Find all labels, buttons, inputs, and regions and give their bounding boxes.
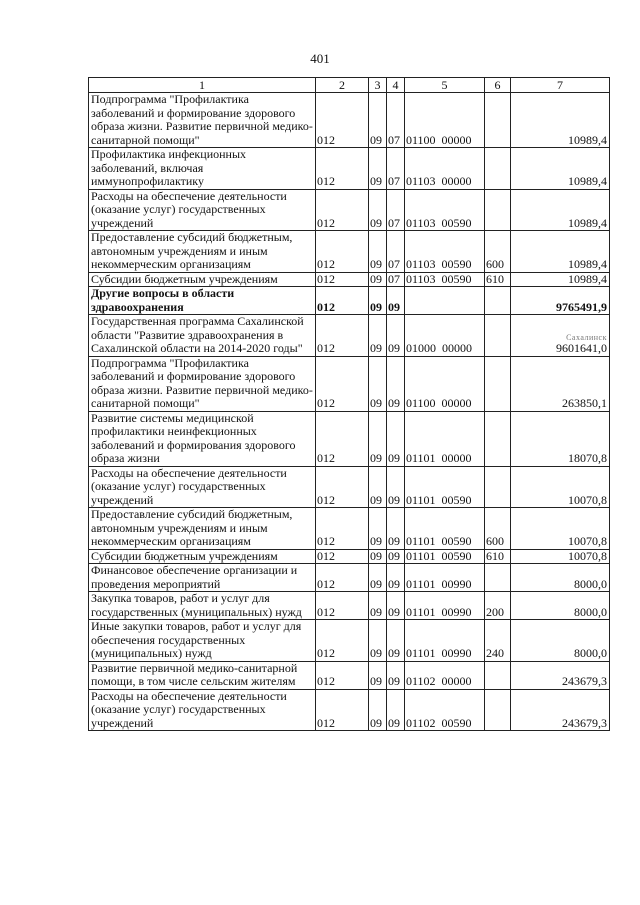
cell-text: 01102 00000: [406, 674, 472, 688]
row-rz-cell: [369, 272, 387, 287]
cell-text: 012: [317, 549, 335, 563]
page-number: 401: [310, 51, 330, 66]
row-gr-cell: [316, 148, 369, 190]
table-row: [89, 231, 610, 273]
col-header-vr: 6: [485, 78, 511, 93]
cell-text: 243679,3: [562, 715, 607, 730]
cell-text: 09: [388, 715, 400, 730]
row-pr-cell: [387, 411, 405, 466]
row-gr-cell: [316, 315, 369, 357]
row-name-cell: [89, 549, 316, 564]
row-pr-cell: [387, 466, 405, 508]
cell-text: 07: [388, 132, 400, 147]
cell-text: 012: [317, 132, 335, 147]
cell-text: 09: [388, 674, 400, 688]
row-name-cell: [89, 231, 316, 273]
cell-text: 10070,8: [568, 534, 607, 548]
row-name-cell: [89, 564, 316, 592]
cell-text: 01103 00590: [406, 215, 472, 230]
header-row: [89, 78, 610, 93]
cell-text: Подпрограмма "Профилактика заболеваний и формирование здорового образа жизни. Развитие первичной медико-санитарной помощи": [91, 92, 313, 147]
cell-text: 01103 00000: [406, 174, 472, 188]
cell-text: Расходы на обеспечение деятельности (оказание услуг) государственных учреждений: [91, 689, 287, 730]
row-vr-cell: [485, 592, 511, 620]
row-csr-cell: [405, 93, 485, 148]
row-rz-cell: [369, 466, 387, 508]
row-csr-cell: [405, 148, 485, 190]
cell-text: 8000,0: [574, 576, 607, 591]
cell-text: 09: [370, 396, 382, 410]
cell-text: Расходы на обеспечение деятельности (оказание услуг) государственных учреждений: [91, 189, 287, 230]
row-amount-cell: [511, 592, 610, 620]
cell-text: 240: [486, 646, 504, 660]
cell-text: 012: [317, 215, 335, 230]
cell-text: 610: [486, 272, 504, 286]
cell-text: 012: [317, 257, 335, 271]
cell-text: 18070,8: [568, 451, 607, 465]
row-vr-cell: [485, 689, 511, 731]
row-vr-cell: [485, 508, 511, 550]
cell-text: 10989,4: [568, 215, 607, 230]
cell-text: 01101 00590: [406, 549, 472, 563]
row-vr-cell: [485, 315, 511, 357]
row-amount-cell: [511, 508, 610, 550]
cell-text: 10070,8: [568, 492, 607, 507]
cell-text: 012: [317, 299, 335, 314]
cell-text: 09: [370, 215, 382, 230]
cell-text: 09: [370, 604, 382, 619]
cell-text: 012: [317, 674, 335, 688]
cell-text: 09: [370, 272, 382, 286]
row-rz-cell: [369, 148, 387, 190]
cell-text: 07: [388, 257, 400, 271]
cell-text: 10989,4: [568, 257, 607, 271]
cell-text: 09: [370, 674, 382, 688]
cell-text: 09: [388, 534, 400, 548]
cell-text: 09: [370, 492, 382, 507]
row-rz-cell: [369, 564, 387, 592]
row-amount-cell: [511, 272, 610, 287]
row-gr-cell: [316, 231, 369, 273]
row-csr-cell: [405, 549, 485, 564]
row-csr-cell: [405, 189, 485, 231]
col-header-gr: 2: [316, 78, 369, 93]
table-row: [89, 315, 610, 357]
row-csr-cell: [405, 411, 485, 466]
cell-text: 09: [370, 646, 382, 660]
row-name-cell: [89, 620, 316, 662]
cell-text: 610: [486, 549, 504, 563]
row-csr-cell: [405, 592, 485, 620]
cell-text: 09: [370, 534, 382, 548]
row-name-cell: [89, 466, 316, 508]
cell-text: 01102 00590: [406, 715, 472, 730]
row-amount-cell: [511, 661, 610, 689]
table-row: [89, 148, 610, 190]
cell-text: 01100 00000: [406, 132, 472, 147]
row-pr-cell: [387, 189, 405, 231]
cell-text: Развитие системы медицинской профилактики неинфекционных заболеваний и формирования здорового образа жизни: [91, 411, 296, 465]
table-row: [89, 689, 610, 731]
cell-text: 09: [370, 299, 382, 314]
col-header-csr: 5: [405, 78, 485, 93]
row-name-cell: [89, 272, 316, 287]
cell-text: 01101 00590: [406, 534, 472, 548]
cell-text: 012: [317, 492, 335, 507]
cell-text: 09: [388, 604, 400, 619]
cell-text: 10989,4: [568, 132, 607, 147]
row-csr-cell: [405, 315, 485, 357]
row-csr-cell: [405, 231, 485, 273]
table-row: [89, 549, 610, 564]
row-gr-cell: [316, 189, 369, 231]
row-csr-cell: [405, 508, 485, 550]
row-amount-cell: [511, 549, 610, 564]
table-row: [89, 592, 610, 620]
cell-text: 09: [388, 576, 400, 591]
cell-text: 01101 00590: [406, 492, 472, 507]
row-pr-cell: [387, 661, 405, 689]
row-name-cell: [89, 189, 316, 231]
cell-text: 09: [388, 451, 400, 465]
row-vr-cell: [485, 356, 511, 411]
cell-text: Расходы на обеспечение деятельности (оказание услуг) государственных учреждений: [91, 466, 287, 507]
cell-text: Финансовое обеспечение организации и проведения мероприятий: [91, 563, 298, 591]
row-rz-cell: [369, 411, 387, 466]
row-amount-cell: [511, 148, 610, 190]
cell-text: 09: [370, 576, 382, 591]
table-row: [89, 189, 610, 231]
row-csr-cell: [405, 620, 485, 662]
table-row: [89, 661, 610, 689]
cell-text: Закупка товаров, работ и услуг для государственных (муниципальных) нужд: [91, 591, 302, 619]
row-rz-cell: [369, 189, 387, 231]
cell-text: 012: [317, 715, 335, 730]
cell-text: 01000 00000: [406, 341, 472, 355]
row-vr-cell: [485, 411, 511, 466]
row-name-cell: [89, 148, 316, 190]
row-name-cell: [89, 315, 316, 357]
row-amount-cell: [511, 93, 610, 148]
row-vr-cell: [485, 189, 511, 231]
row-vr-cell: [485, 661, 511, 689]
table-row: [89, 272, 610, 287]
cell-text: 243679,3: [562, 674, 607, 688]
row-pr-cell: [387, 93, 405, 148]
cell-text: 600: [486, 257, 504, 271]
row-gr-cell: [316, 356, 369, 411]
row-pr-cell: [387, 272, 405, 287]
cell-text: 012: [317, 396, 335, 410]
cell-text: 9601641,0: [556, 341, 607, 355]
row-vr-cell: [485, 231, 511, 273]
row-pr-cell: [387, 508, 405, 550]
cell-text: 012: [317, 341, 335, 355]
table-row: [89, 466, 610, 508]
cell-text: 012: [317, 646, 335, 660]
row-vr-cell: [485, 287, 511, 315]
cell-text: 10070,8: [568, 549, 607, 563]
cell-text: Субсидии бюджетным учреждениям: [91, 272, 278, 286]
row-csr-cell: [405, 661, 485, 689]
cell-text: 07: [388, 215, 400, 230]
row-rz-cell: [369, 549, 387, 564]
row-amount-cell: [511, 411, 610, 466]
cell-text: 09: [388, 646, 400, 660]
row-amount-cell: [511, 689, 610, 731]
row-pr-cell: [387, 356, 405, 411]
cell-text: 09: [370, 257, 382, 271]
cell-text: 01101 00990: [406, 576, 472, 591]
cell-text: 012: [317, 604, 335, 619]
cell-text: 01103 00590: [406, 272, 472, 286]
row-gr-cell: [316, 661, 369, 689]
row-pr-cell: [387, 549, 405, 564]
row-vr-cell: [485, 564, 511, 592]
row-rz-cell: [369, 508, 387, 550]
row-rz-cell: [369, 592, 387, 620]
cell-text: Предоставление субсидий бюджетным, автономным учреждениям и иным некоммерческим организациям: [91, 507, 293, 548]
cell-text: 09: [388, 299, 400, 314]
table-row: [89, 93, 610, 148]
cell-text: Подпрограмма "Профилактика заболеваний и формирование здорового образа жизни. Развитие первичной медико-санитарной помощи": [91, 356, 313, 410]
row-name-cell: [89, 689, 316, 731]
cell-text: 9765491,9: [556, 299, 607, 314]
row-gr-cell: [316, 93, 369, 148]
row-csr-cell: [405, 466, 485, 508]
row-amount-cell: [511, 564, 610, 592]
row-gr-cell: [316, 620, 369, 662]
cell-text: Развитие первичной медико-санитарной помощи, в том числе сельским жителям: [91, 661, 298, 688]
cell-text: 09: [388, 549, 400, 563]
row-rz-cell: [369, 356, 387, 411]
cell-text: Другие вопросы в области здравоохранения: [91, 286, 235, 314]
row-name-cell: [89, 287, 316, 315]
cell-text: 600: [486, 534, 504, 548]
row-gr-cell: [316, 466, 369, 508]
cell-text: 8000,0: [574, 604, 607, 619]
row-name-cell: [89, 93, 316, 148]
cell-text: 09: [370, 174, 382, 188]
row-vr-cell: [485, 272, 511, 287]
cell-text: 09: [388, 492, 400, 507]
cell-text: 01101 00990: [406, 646, 472, 660]
row-csr-cell: [405, 287, 485, 315]
row-pr-cell: [387, 620, 405, 662]
row-amount-cell: [511, 231, 610, 273]
table-row: [89, 356, 610, 411]
row-name-cell: [89, 356, 316, 411]
cell-text: 09: [388, 396, 400, 410]
cell-text: Профилактика инфекционных заболеваний, включая иммунопрофилактику: [91, 147, 247, 188]
cell-text: 01103 00590: [406, 257, 472, 271]
cell-text: 09: [370, 132, 382, 147]
row-rz-cell: [369, 93, 387, 148]
row-amount-cell: [511, 287, 610, 315]
cell-text: 10989,4: [568, 174, 607, 188]
row-csr-cell: [405, 272, 485, 287]
cell-text: 01100 00000: [406, 396, 472, 410]
row-name-cell: [89, 411, 316, 466]
row-rz-cell: [369, 620, 387, 662]
cell-text: 01101 00000: [406, 451, 472, 465]
row-vr-cell: [485, 620, 511, 662]
cell-text: 012: [317, 534, 335, 548]
row-csr-cell: [405, 689, 485, 731]
cell-text: 263850,1: [562, 396, 607, 410]
row-gr-cell: [316, 272, 369, 287]
row-vr-cell: [485, 466, 511, 508]
cell-text: 09: [370, 549, 382, 563]
cell-text: 09: [388, 341, 400, 355]
row-gr-cell: [316, 564, 369, 592]
row-pr-cell: [387, 315, 405, 357]
cell-text: 07: [388, 174, 400, 188]
row-csr-cell: [405, 356, 485, 411]
table-row: [89, 287, 610, 315]
cell-text: 10989,4: [568, 272, 607, 286]
table-row: [89, 411, 610, 466]
cell-text: Субсидии бюджетным учреждениям: [91, 549, 278, 563]
row-rz-cell: [369, 231, 387, 273]
row-pr-cell: [387, 148, 405, 190]
row-rz-cell: [369, 287, 387, 315]
row-pr-cell: [387, 231, 405, 273]
cell-text: Предоставление субсидий бюджетным, автономным учреждениям и иным некоммерческим организациям: [91, 230, 293, 271]
row-gr-cell: [316, 411, 369, 466]
row-name-cell: [89, 661, 316, 689]
cell-text: 09: [370, 715, 382, 730]
row-amount-cell: [511, 356, 610, 411]
cell-text: 01101 00990: [406, 604, 472, 619]
row-amount-cell: [511, 466, 610, 508]
row-pr-cell: [387, 287, 405, 315]
table-row: [89, 620, 610, 662]
row-vr-cell: [485, 148, 511, 190]
row-name-cell: [89, 508, 316, 550]
cell-text: Государственная программа Сахалинской области "Развитие здравоохранения в Сахалинской области на 2014-2020 годы": [91, 314, 304, 355]
row-amount-cell: [511, 315, 610, 357]
cell-text: Иные закупки товаров, работ и услуг для обеспечения государственных (муниципальных) нужд: [91, 619, 302, 660]
row-amount-cell: [511, 189, 610, 231]
row-pr-cell: [387, 564, 405, 592]
stamp-mark: Сахалинск: [566, 333, 607, 342]
row-rz-cell: [369, 661, 387, 689]
row-amount-cell: [511, 620, 610, 662]
cell-text: 8000,0: [574, 646, 607, 660]
table-row: [89, 508, 610, 550]
budget-table: [88, 77, 610, 731]
table-row: [89, 564, 610, 592]
col-header-pr: 4: [387, 78, 405, 93]
row-vr-cell: [485, 549, 511, 564]
col-header-name: 1: [89, 78, 316, 93]
cell-text: 09: [370, 341, 382, 355]
row-pr-cell: [387, 689, 405, 731]
cell-text: 012: [317, 576, 335, 591]
row-gr-cell: [316, 689, 369, 731]
col-header-amount: 7: [511, 78, 610, 93]
row-rz-cell: [369, 315, 387, 357]
row-name-cell: [89, 592, 316, 620]
row-rz-cell: [369, 689, 387, 731]
cell-text: 09: [370, 451, 382, 465]
cell-text: 07: [388, 272, 400, 286]
row-gr-cell: [316, 549, 369, 564]
row-gr-cell: [316, 592, 369, 620]
row-pr-cell: [387, 592, 405, 620]
row-vr-cell: [485, 93, 511, 148]
col-header-rz: 3: [369, 78, 387, 93]
cell-text: 012: [317, 272, 335, 286]
cell-text: 200: [486, 604, 504, 619]
row-csr-cell: [405, 564, 485, 592]
row-gr-cell: [316, 508, 369, 550]
cell-text: 012: [317, 174, 335, 188]
cell-text: 012: [317, 451, 335, 465]
row-gr-cell: [316, 287, 369, 315]
